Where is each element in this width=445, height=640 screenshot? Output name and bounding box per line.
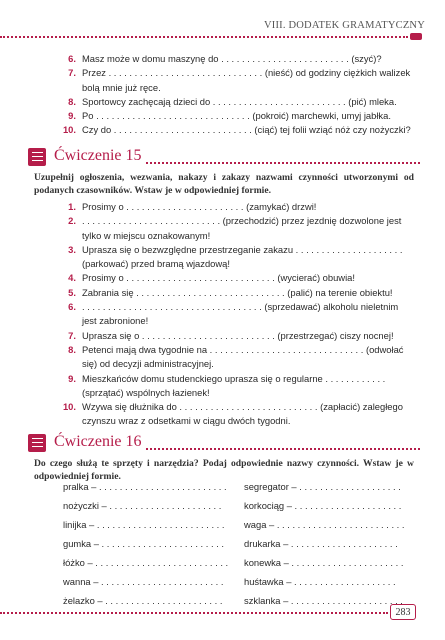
list-item: linijka – . . . . . . . . . . . . . . . . . . . . . . . . . [63, 519, 225, 530]
item-text: Zabrania się . . . . . . . . . . . . . . . . . . . . . . . . . . . . . (palić) na terenie obiektu! [82, 286, 393, 298]
item-text: . . . . . . . . . . . . . . . . . . . . . . . . . . . (przechodzić) przez jezdnię dozwolone jest tylko w miejscu oznakowanym! [82, 215, 402, 241]
list-item: nożyczki – . . . . . . . . . . . . . . . . . . . . . . [63, 500, 222, 511]
exercise-instruction: Uzupełnij ogłoszenia, wezwania, nakazy i zakazy nazwami czynności utworzonymi od podanych czasowników. Wstaw je w odpowiedniej formie. [34, 172, 414, 196]
item-text: Po . . . . . . . . . . . . . . . . . . . . . . . . . . . . . . (pokroić) marchewki, umyj jabłka. [82, 110, 391, 122]
list-item: segregator – . . . . . . . . . . . . . . . . . . . . [244, 481, 401, 492]
item-number: 8. [68, 95, 76, 107]
item-number: 1. [68, 201, 76, 212]
list-item [62, 400, 415, 429]
bottom-dotted-rule [0, 612, 388, 614]
list-item [62, 214, 415, 243]
item-text: Masz może w domu maszynę do . . . . . . . . . . . . . . . . . . . . . . . . . (szyć)? [82, 53, 382, 64]
item-number: 7. [68, 329, 76, 341]
item-number: 2. [68, 215, 76, 227]
heading-dotted-rule [146, 162, 420, 164]
list-item [62, 372, 415, 401]
item-number: 9. [68, 372, 76, 384]
item-text: Czy do . . . . . . . . . . . . . . . . . . . . . . . . . . . (ciąć) tej folii wziąć nóż czy nożyczki? [82, 124, 411, 136]
list-item [62, 343, 415, 372]
list-item: żelazko – . . . . . . . . . . . . . . . . . . . . . . . [63, 595, 223, 606]
item-number: 10. [62, 401, 76, 413]
list-item: łóżko – . . . . . . . . . . . . . . . . . . . . . . . . . . [63, 557, 229, 568]
list-item [62, 123, 422, 137]
header-tab-marker [410, 33, 422, 40]
exercise-title: Ćwiczenie 16 [54, 433, 142, 450]
exercise-instruction: Do czego służą te sprzęty i narzędzia? Podaj odpowiednie nazwy czynności. Wstaw je w odpowiedniej formie. [34, 458, 414, 482]
exercise-16-heading [28, 434, 420, 456]
list-item [62, 243, 415, 272]
item-text: Prosimy o . . . . . . . . . . . . . . . . . . . . . . . . . . . . . (wycierać) obuwia! [82, 272, 355, 284]
list-item: korkociąg – . . . . . . . . . . . . . . . . . . . . . [244, 500, 402, 511]
item-text: . . . . . . . . . . . . . . . . . . . . . . . . . . . . . . . . . . . (sprzedawać) alkoholu nieletnim jest zabronione! [82, 301, 399, 327]
item-number: 4. [68, 272, 76, 284]
item-text: Uprasza się o . . . . . . . . . . . . . . . . . . . . . . . . . . (przestrzegać) ciszy nocnej! [82, 329, 394, 341]
list-item [62, 300, 415, 329]
item-text: Mieszkańców domu studenckiego uprasza się o regularne . . . . . . . . . . . . (sprzątać) wspólnych łazienek! [82, 372, 386, 398]
heading-dotted-rule [146, 448, 420, 450]
continued-exercise-list [62, 52, 422, 138]
list-item: pralka – . . . . . . . . . . . . . . . . . . . . . . . . . [63, 481, 227, 492]
item-text: Przez . . . . . . . . . . . . . . . . . . . . . . . . . . . . . . (nieść) od godziny ciężkich walizek bolą mnie już ręce. [82, 67, 411, 93]
item-text: Prosimy o . . . . . . . . . . . . . . . . . . . . . . . (zamykać) drzwi! [82, 201, 317, 212]
list-item [62, 200, 415, 214]
exercise-15-list [62, 200, 415, 429]
item-text: Wzywa się dłużnika do . . . . . . . . . . . . . . . . . . . . . . . . . . . (zapłacić) zaległego czynszu wraz z odsetkami w ciągu dwóch tygodni. [82, 401, 403, 427]
list-item: drukarka – . . . . . . . . . . . . . . . . . . . . . [244, 538, 398, 549]
list-item [62, 66, 422, 95]
list-item: wanna – . . . . . . . . . . . . . . . . . . . . . . . . [63, 576, 224, 587]
list-item [62, 95, 422, 109]
list-item: waga – . . . . . . . . . . . . . . . . . . . . . . . . . [244, 519, 405, 530]
top-dotted-rule [0, 36, 408, 38]
checklist-icon [28, 148, 46, 166]
item-number: 5. [68, 286, 76, 298]
item-number: 7. [68, 67, 76, 79]
list-item [62, 109, 422, 123]
item-number: 3. [68, 243, 76, 255]
list-item [62, 271, 415, 285]
item-number: 10. [62, 124, 76, 136]
exercise-15-heading [28, 148, 420, 170]
item-number: 9. [68, 110, 76, 122]
list-item: konewka – . . . . . . . . . . . . . . . . . . . . . . [244, 557, 404, 568]
exercise-title: Ćwiczenie 15 [54, 147, 142, 164]
list-item: huśtawka – . . . . . . . . . . . . . . . . . . . . [244, 576, 396, 587]
item-number: 8. [68, 343, 76, 355]
checklist-icon [28, 434, 46, 452]
page-number: 283 [390, 604, 416, 620]
list-item: szklanka – . . . . . . . . . . . . . . . . . . . . . . [244, 595, 403, 606]
item-text: Sportowcy zachęcają dzieci do . . . . . . . . . . . . . . . . . . . . . . . . . . (pić) mleka. [82, 95, 397, 107]
list-item [62, 52, 422, 66]
item-text: Uprasza się o bezwzględne przestrzeganie zakazu . . . . . . . . . . . . . . . . . . . . . (parkować) przed bramą wjazdową! [82, 243, 403, 270]
list-item [62, 286, 415, 300]
chapter-header: VIII. DODATEK GRAMATYCZNY [263, 20, 425, 31]
item-number: 6. [68, 53, 76, 64]
list-item [62, 329, 415, 343]
list-item: gumka – . . . . . . . . . . . . . . . . . . . . . . . . [63, 538, 224, 549]
item-text: Petenci mają dwa tygodnie na . . . . . . . . . . . . . . . . . . . . . . . . . . . . . . (odwołać się) od decyzji administracyjnej. [82, 343, 404, 370]
item-number: 6. [68, 301, 76, 313]
